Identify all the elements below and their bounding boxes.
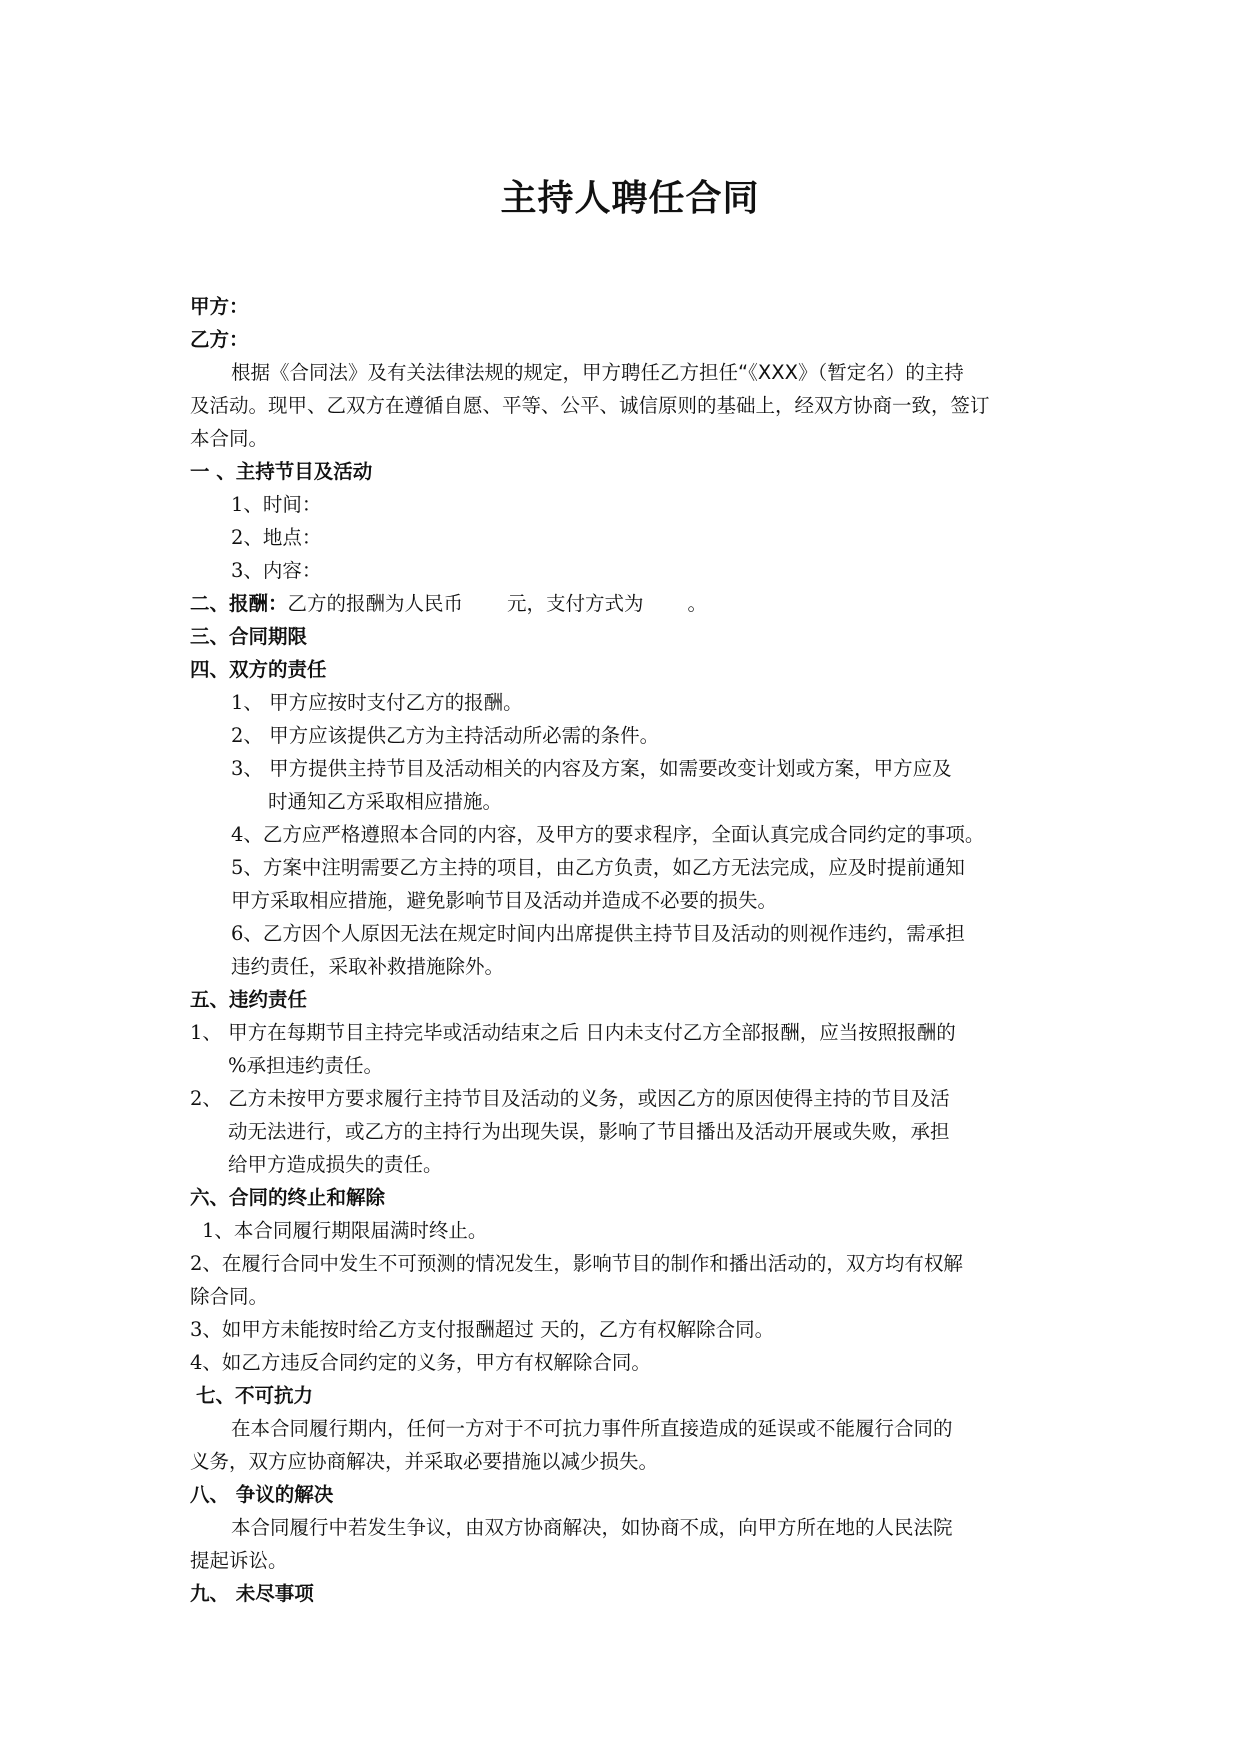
section-1-heading: 一 、主持节目及活动 <box>190 460 373 483</box>
contract-body <box>190 290 1070 1610</box>
section-5-item-2b: 动无法进行，或乙方的主持行为出现失误，影响了节目播出及活动开展或失败，承担 <box>228 1120 950 1143</box>
section-2-text-a: 乙方的报酬为人民币 <box>287 592 464 615</box>
section-5-item-1a: 1、 甲方在每期节目主持完毕或活动结束之后 日内未支付乙方全部报酬，应当按照报酬的 <box>190 1021 956 1044</box>
section-1-item-time: 1、时间： <box>231 493 322 516</box>
intro-text-c: 主持 <box>924 361 964 384</box>
section-5-item-2c: 给甲方造成损失的责任。 <box>228 1153 443 1176</box>
section-4-item-3a: 3、 甲方提供主持节目及活动相关的内容及方案，如需要改变计划或方案，甲方应及 <box>231 757 952 780</box>
section-5-heading: 五、违约责任 <box>190 988 308 1011</box>
section-6-item-3: 3、如甲方未能按时给乙方支付报酬超过 天的，乙方有权解除合同。 <box>190 1318 775 1341</box>
section-5-item-1b: %承担违约责任。 <box>228 1054 384 1077</box>
intro-line-2: 及活动。现甲、乙双方在遵循自愿、平等、公平、诚信原则的基础上，经双方协商一致，签订 <box>190 394 990 417</box>
section-4-item-6b: 违约责任，采取补救措施除外。 <box>231 955 505 978</box>
section-6-item-2b: 除合同。 <box>190 1285 269 1308</box>
section-2-text-c: 。 <box>687 592 708 615</box>
section-2-heading: 二、报酬： <box>190 592 288 615</box>
section-4-item-5a: 5、方案中注明需要乙方主持的项目，由乙方负责，如乙方无法完成，应及时提前通知 <box>231 856 965 879</box>
section-7-paragraph-2: 义务，双方应协商解决，并采取必要措施以减少损失。 <box>190 1450 659 1473</box>
section-3-heading: 三、合同期限 <box>190 625 308 648</box>
section-6-item-2a: 2、在履行合同中发生不可预测的情况发生，影响节目的制作和播出活动的，双方均有权解 <box>190 1252 963 1275</box>
section-4-item-1: 1、 甲方应按时支付乙方的报酬。 <box>231 691 523 714</box>
section-6-item-1: 1、本合同履行期限届满时终止。 <box>202 1219 488 1242</box>
section-4-item-2: 2、 甲方应该提供乙方为主持活动所必需的条件。 <box>231 724 660 747</box>
section-8-paragraph-2: 提起诉讼。 <box>190 1549 288 1572</box>
section-1-item-place: 2、地点： <box>231 526 322 549</box>
section-4-item-5b: 甲方采取相应措施，避免影响节目及活动并造成不必要的损失。 <box>231 889 778 912</box>
section-4-item-3b: 时通知乙方采取相应措施。 <box>268 790 503 813</box>
section-6-heading: 六、合同的终止和解除 <box>190 1186 386 1209</box>
party-a-label: 甲方： <box>190 295 249 318</box>
page-title: 主持人聘任合同 <box>500 178 760 219</box>
section-7-paragraph-1: 在本合同履行期内，任何一方对于不可抗力事件所直接造成的延误或不能履行合同的 <box>231 1417 953 1440</box>
section-1-item-content: 3、内容： <box>231 559 322 582</box>
section-2-line <box>190 587 1070 620</box>
intro-line-3: 本合同。 <box>190 427 269 450</box>
section-4-heading: 四、双方的责任 <box>190 658 327 681</box>
section-4-item-6a: 6、乙方因个人原因无法在规定时间内出席提供主持节目及活动的则视作违约，需承担 <box>231 922 965 945</box>
section-2-text-b: 元，支付方式为 <box>507 592 644 615</box>
section-7-heading: 七、不可抗力 <box>196 1384 314 1407</box>
party-b-label: 乙方： <box>190 328 249 351</box>
intro-line-1 <box>190 356 1070 389</box>
section-6-item-4: 4、如乙方违反合同约定的义务，甲方有权解除合同。 <box>190 1351 651 1374</box>
intro-program-name: “《XXX》（暂定名）的 <box>738 361 925 384</box>
section-9-heading: 九、 未尽事项 <box>190 1582 314 1605</box>
section-4-item-4: 4、乙方应严格遵照本合同的内容，及甲方的要求程序，全面认真完成合同约定的事项。 <box>231 823 985 846</box>
section-8-paragraph-1: 本合同履行中若发生争议，由双方协商解决，如协商不成，向甲方所在地的人民法院 <box>231 1516 953 1539</box>
section-8-heading: 八、 争议的解决 <box>190 1483 334 1506</box>
intro-text-a: 根据《合同法》及有关法律法规的规定，甲方聘任乙方担任 <box>231 361 739 384</box>
section-5-item-2a: 2、 乙方未按甲方要求履行主持节目及活动的义务，或因乙方的原因使得主持的节目及活 <box>190 1087 950 1110</box>
